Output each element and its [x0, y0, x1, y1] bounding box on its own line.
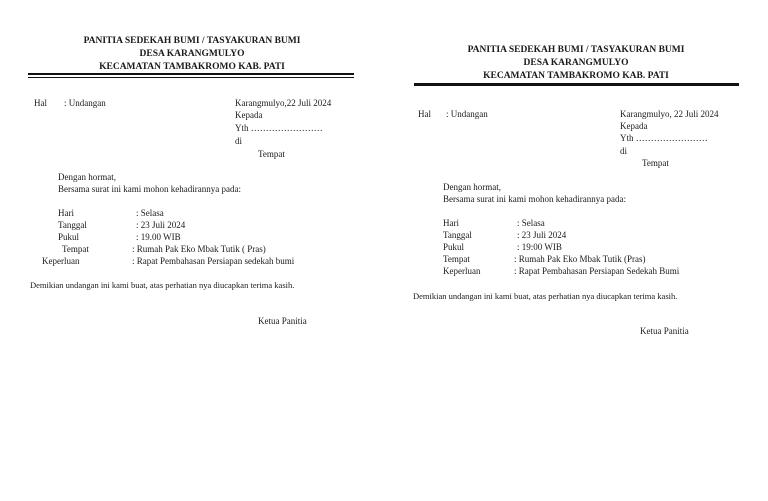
detail-label: Hari: [443, 218, 459, 228]
detail-value: : Rapat Pembahasan Persiapan sedekah bumi: [132, 256, 295, 266]
hal-label: Hal: [34, 98, 47, 108]
di: di: [620, 146, 628, 156]
date-place: Karangmulyo,22 Juli 2024: [235, 98, 332, 108]
header-rule-thin: [28, 77, 354, 78]
detail-value: : Selasa: [136, 208, 164, 218]
tempat: Tempat: [258, 149, 285, 159]
greeting: Dengan hormat,: [58, 172, 116, 182]
detail-value: : 23 Juli 2024: [517, 230, 567, 240]
yth: Yth ……………………: [620, 133, 708, 143]
greeting: Dengan hormat,: [443, 182, 501, 192]
detail-label: Tanggal: [443, 230, 472, 240]
signature-title: Ketua Panitia: [258, 316, 307, 326]
detail-value: : Rumah Pak Eko Mbak Tutik (Pras): [514, 254, 646, 264]
detail-label: Tanggal: [58, 220, 87, 230]
hal-value: : Undangan: [446, 109, 488, 119]
header-line-2: DESA KARANGMULYO: [523, 58, 629, 68]
detail-value: : 19:00 WIB: [517, 242, 562, 252]
di: di: [235, 136, 243, 146]
detail-label: Keperluan: [443, 266, 481, 276]
detail-label: Pukul: [443, 242, 465, 252]
detail-value: : Rumah Pak Eko Mbak Tutik ( Pras): [132, 244, 266, 254]
hal-label: Hal: [418, 109, 431, 119]
detail-label: Keperluan: [42, 256, 80, 266]
kepada: Kepada: [620, 121, 648, 131]
closing-text: Demikian undangan ini kami buat, atas perhatian nya diucapkan terima kasih.: [413, 291, 678, 301]
detail-value: : Rapat Pembahasan Persiapan Sedekah Bumi: [514, 266, 680, 276]
hal-value: : Undangan: [64, 98, 106, 108]
tempat: Tempat: [642, 158, 669, 168]
header-line-3: KECAMATAN TAMBAKROMO KAB. PATI: [483, 71, 669, 81]
header-line-2: DESA KARANGMULYO: [139, 49, 245, 59]
detail-value: : 19.00 WIB: [136, 232, 181, 242]
detail-label: Tempat: [62, 244, 89, 254]
closing-text: Demikian undangan ini kami buat, atas perhatian nya diucapkan terima kasih.: [30, 280, 295, 290]
kepada: Kepada: [235, 110, 263, 120]
detail-value: : Selasa: [517, 218, 545, 228]
detail-value: : 23 Juli 2024: [136, 220, 186, 230]
detail-label: Tempat: [443, 254, 470, 264]
detail-label: Hari: [58, 208, 74, 218]
header-rule-thick: [28, 73, 354, 75]
header-line-1: PANITIA SEDEKAH BUMI / TASYAKURAN BUMI: [83, 36, 301, 46]
yth: Yth ……………………: [235, 123, 323, 133]
detail-label: Pukul: [58, 232, 80, 242]
date-place: Karangmulyo, 22 Juli 2024: [620, 109, 719, 119]
header-rule-thick: [414, 83, 739, 86]
intro-text: Bersama surat ini kami mohon kehadirannya pada:: [443, 194, 626, 204]
header-line-3: KECAMATAN TAMBAKROMO KAB. PATI: [99, 62, 285, 72]
header-line-1: PANITIA SEDEKAH BUMI / TASYAKURAN BUMI: [467, 45, 685, 55]
signature-title: Ketua Panitia: [640, 326, 689, 336]
invitation-letter-right: [384, 0, 768, 501]
intro-text: Bersama surat ini kami mohon kehadirannya pada:: [58, 184, 241, 194]
